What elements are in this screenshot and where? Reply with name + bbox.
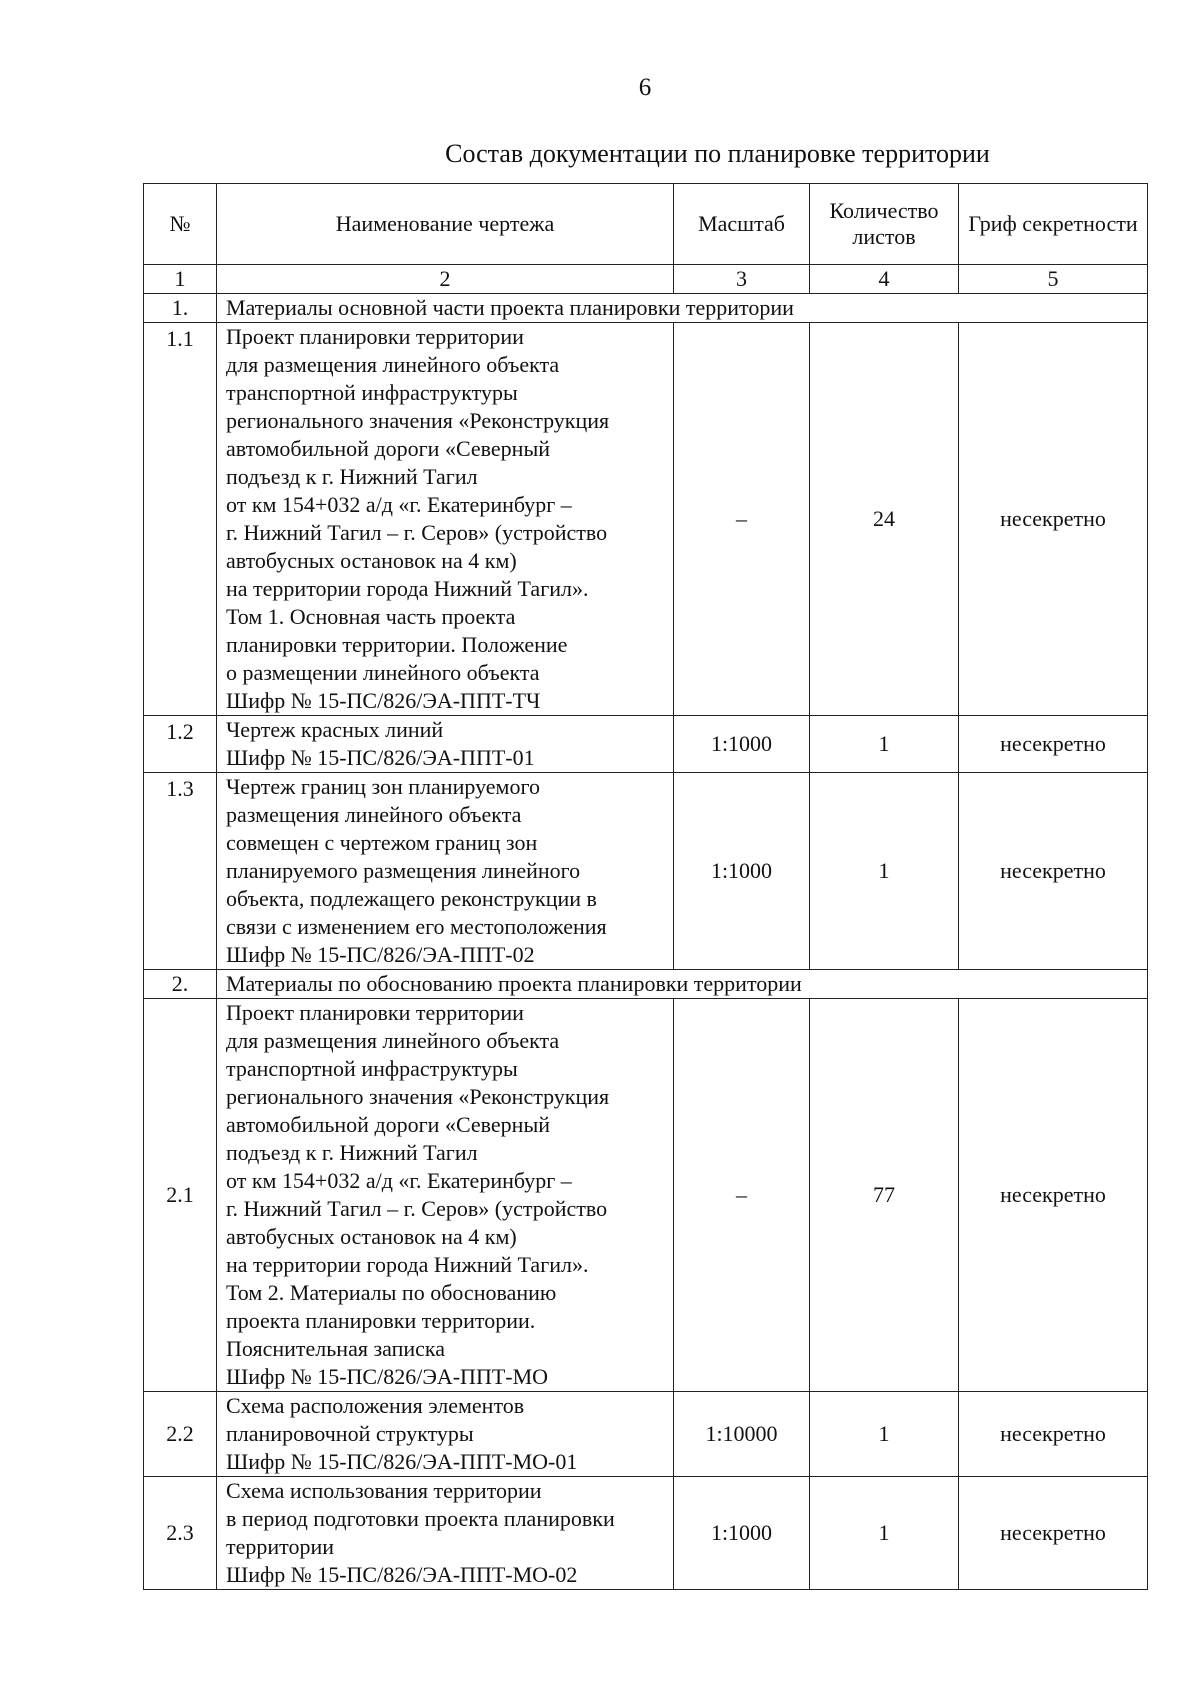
drawing-name-line: г. Нижний Тагил – г. Серов» (устройство bbox=[226, 520, 608, 545]
secrecy-label: несекретно bbox=[959, 773, 1148, 970]
table-row bbox=[144, 773, 1148, 970]
secrecy-label: несекретно bbox=[959, 999, 1148, 1392]
drawing-name-line: совмещен с чертежом границ зон bbox=[226, 830, 538, 855]
drawing-name bbox=[217, 1392, 674, 1477]
header-scale: Масштаб bbox=[674, 184, 810, 265]
drawing-name-line: на территории города Нижний Тагил». bbox=[226, 1252, 589, 1277]
drawing-name bbox=[217, 323, 674, 716]
sheet-count: 1 bbox=[810, 1392, 959, 1477]
sheet-count: 1 bbox=[810, 773, 959, 970]
drawing-name-line: Схема расположения элементов bbox=[226, 1393, 525, 1418]
documentation-table bbox=[143, 183, 1148, 1590]
column-number: 2 bbox=[217, 265, 674, 294]
drawing-name-line: регионального значения «Реконструкция bbox=[226, 408, 610, 433]
column-number: 3 bbox=[674, 265, 810, 294]
scale-value: 1:1000 bbox=[674, 1477, 810, 1590]
sheet-count: 1 bbox=[810, 716, 959, 773]
drawing-name-line: Чертеж красных линий bbox=[226, 717, 444, 742]
sheet-count: 77 bbox=[810, 999, 959, 1392]
drawing-name-line: Проект планировки территории bbox=[226, 1000, 524, 1025]
item-number: 2.3 bbox=[144, 1477, 217, 1590]
item-number: 2.1 bbox=[144, 999, 217, 1392]
section-row bbox=[144, 970, 1148, 999]
drawing-name-line: транспортной инфраструктуры bbox=[226, 380, 518, 405]
drawing-name-line: автомобильной дороги «Северный bbox=[226, 1112, 551, 1137]
drawing-name-line: автобусных остановок на 4 км) bbox=[226, 1224, 517, 1249]
drawing-name-line: территории bbox=[226, 1534, 335, 1559]
drawing-name-line: для размещения линейного объекта bbox=[226, 352, 560, 377]
drawing-name bbox=[217, 999, 674, 1392]
drawing-name-line: Пояснительная записка bbox=[226, 1336, 446, 1361]
drawing-name-line: Шифр № 15-ПС/826/ЭА-ППТ-ТЧ bbox=[226, 688, 541, 713]
section-title: Материалы по обоснованию проекта планировки территории bbox=[217, 970, 1148, 999]
secrecy-label: несекретно bbox=[959, 323, 1148, 716]
drawing-name-line: о размещении линейного объекта bbox=[226, 660, 540, 685]
scale-value: – bbox=[674, 323, 810, 716]
header-sheet-count: Количество листов bbox=[810, 184, 959, 265]
section-number: 2. bbox=[144, 970, 217, 999]
column-number: 1 bbox=[144, 265, 217, 294]
item-number: 1.1 bbox=[144, 323, 217, 716]
drawing-name bbox=[217, 716, 674, 773]
secrecy-label: несекретно bbox=[959, 716, 1148, 773]
secrecy-label: несекретно bbox=[959, 1392, 1148, 1477]
document-title: Состав документации по планировке территории bbox=[445, 139, 990, 168]
column-number-row bbox=[144, 265, 1148, 294]
header-number: № bbox=[144, 184, 217, 265]
section-number: 1. bbox=[144, 294, 217, 323]
drawing-name-line: Том 2. Материалы по обоснованию bbox=[226, 1280, 557, 1305]
table-row bbox=[144, 999, 1148, 1392]
sheet-count: 1 bbox=[810, 1477, 959, 1590]
scale-value: 1:1000 bbox=[674, 773, 810, 970]
drawing-name-line: автобусных остановок на 4 км) bbox=[226, 548, 517, 573]
drawing-name-line: Шифр № 15-ПС/826/ЭА-ППТ-МО-01 bbox=[226, 1449, 578, 1474]
section-title: Материалы основной части проекта планировки территории bbox=[217, 294, 1148, 323]
drawing-name-line: Том 1. Основная часть проекта bbox=[226, 604, 516, 629]
header-secrecy: Гриф секретности bbox=[959, 184, 1148, 265]
page-number: 6 bbox=[638, 74, 652, 101]
scale-value: 1:1000 bbox=[674, 716, 810, 773]
section-row bbox=[144, 294, 1148, 323]
drawing-name-line: регионального значения «Реконструкция bbox=[226, 1084, 610, 1109]
drawing-name-line: Шифр № 15-ПС/826/ЭА-ППТ-01 bbox=[226, 745, 535, 770]
drawing-name-line: связи с изменением его местоположения bbox=[226, 914, 607, 939]
header-drawing-name: Наименование чертежа bbox=[217, 184, 674, 265]
drawing-name-line: Шифр № 15-ПС/826/ЭА-ППТ-МО bbox=[226, 1364, 549, 1389]
drawing-name-line: Шифр № 15-ПС/826/ЭА-ППТ-02 bbox=[226, 942, 535, 967]
drawing-name-line: на территории города Нижний Тагил». bbox=[226, 576, 589, 601]
drawing-name-line: планировки территории. Положение bbox=[226, 632, 568, 657]
drawing-name-line: Схема использования территории bbox=[226, 1478, 542, 1503]
drawing-name-line: транспортной инфраструктуры bbox=[226, 1056, 518, 1081]
secrecy-label: несекретно bbox=[959, 1477, 1148, 1590]
item-number: 1.3 bbox=[144, 773, 217, 970]
drawing-name-line: планируемого размещения линейного bbox=[226, 858, 581, 883]
table-row bbox=[144, 1477, 1148, 1590]
column-number: 4 bbox=[810, 265, 959, 294]
scale-value: – bbox=[674, 999, 810, 1392]
drawing-name-line: Шифр № 15-ПС/826/ЭА-ППТ-МО-02 bbox=[226, 1562, 578, 1587]
column-number: 5 bbox=[959, 265, 1148, 294]
drawing-name-line: от км 154+032 а/д «г. Екатеринбург – bbox=[226, 1168, 572, 1193]
scale-value: 1:10000 bbox=[674, 1392, 810, 1477]
drawing-name-line: подъезд к г. Нижний Тагил bbox=[226, 1140, 478, 1165]
sheet-count: 24 bbox=[810, 323, 959, 716]
table-header-row bbox=[144, 184, 1148, 265]
drawing-name-line: от км 154+032 а/д «г. Екатеринбург – bbox=[226, 492, 572, 517]
drawing-name bbox=[217, 773, 674, 970]
drawing-name-line: в период подготовки проекта планировки bbox=[226, 1506, 615, 1531]
drawing-name-line: автомобильной дороги «Северный bbox=[226, 436, 551, 461]
drawing-name-line: объекта, подлежащего реконструкции в bbox=[226, 886, 597, 911]
drawing-name-line: проекта планировки территории. bbox=[226, 1308, 536, 1333]
table-row bbox=[144, 1392, 1148, 1477]
item-number: 1.2 bbox=[144, 716, 217, 773]
drawing-name-line: г. Нижний Тагил – г. Серов» (устройство bbox=[226, 1196, 608, 1221]
drawing-name-line: подъезд к г. Нижний Тагил bbox=[226, 464, 478, 489]
drawing-name bbox=[217, 1477, 674, 1590]
drawing-name-line: Проект планировки территории bbox=[226, 324, 524, 349]
table-row bbox=[144, 716, 1148, 773]
drawing-name-line: для размещения линейного объекта bbox=[226, 1028, 560, 1053]
drawing-name-line: размещения линейного объекта bbox=[226, 802, 522, 827]
drawing-name-line: Чертеж границ зон планируемого bbox=[226, 774, 540, 799]
table-row bbox=[144, 323, 1148, 716]
drawing-name-line: планировочной структуры bbox=[226, 1421, 474, 1446]
item-number: 2.2 bbox=[144, 1392, 217, 1477]
